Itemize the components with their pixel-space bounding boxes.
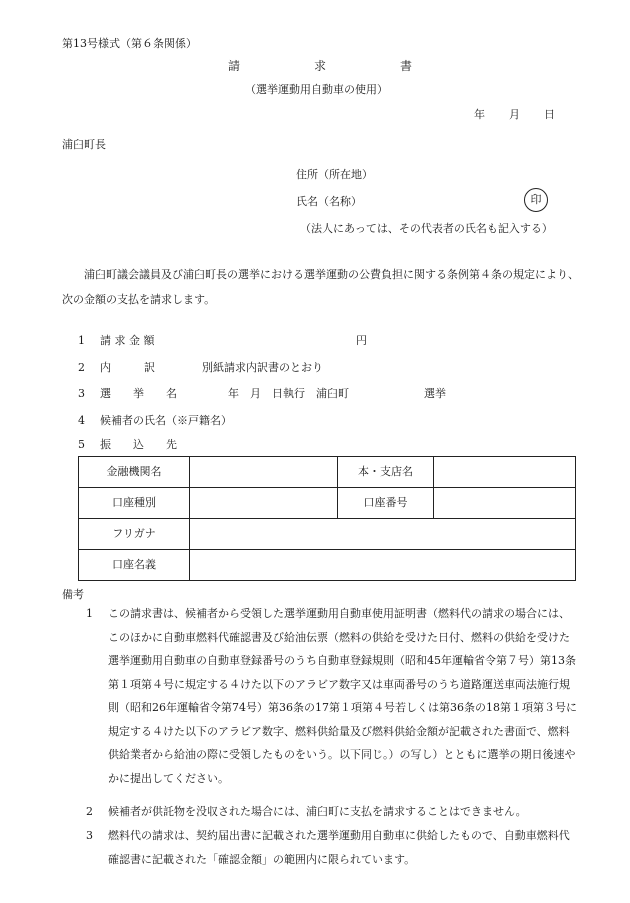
table-row bbox=[79, 519, 576, 550]
document-title bbox=[228, 59, 412, 73]
furigana-field[interactable] bbox=[190, 519, 576, 550]
table-row bbox=[79, 488, 576, 519]
remark-text: 候補者が供託物を没収された場合には、浦臼町に支払を請求することはできません。 bbox=[108, 805, 527, 818]
date-year-label: 年 bbox=[474, 108, 485, 121]
election-date-text: 年 月 日執行 浦臼町 bbox=[228, 387, 349, 400]
furigana-label: フリガナ bbox=[79, 519, 190, 550]
remark-text: 燃料代の請求は、契約届出書に記載された選挙運動用自動車に供給したもので、自動車燃料代確認書に記載された「確認金額」の範囲内に限られています。 bbox=[108, 829, 570, 866]
remark-text: この請求書は、候補者から受領した選挙運動用自動車使用証明書（燃料代の請求の場合には、このほかに自動車燃料代確認書及び給油伝票（燃料の供給を受けた日付、燃料の供給を受けた選挙運動用自動車の自動車登録番号のうち自動車登録規則（昭和45年運輸省令第７号）第13条第１項第４号に規定する４けた以下のアラビア数字又は車両番号のうち道路運送車両法施行規則（昭和26年運輸省令第74号）第36条の17第１項第４号若しくは第36条の18第１項第３号に規定する４けた以下のアラビア数字、燃料供給量及び燃料供給金額が記載された書面で、燃料供給業者から給油の際に受領したものをいう。以下同じ。）の写し）とともに選挙の期日後速やかに提出してください。 bbox=[108, 607, 577, 785]
item-label: 振 込 先 bbox=[100, 438, 177, 451]
name-label: 氏名（名称） bbox=[296, 195, 362, 208]
title-char: 求 bbox=[314, 59, 327, 73]
date-day-label: 日 bbox=[544, 108, 555, 121]
bank-account-table bbox=[78, 456, 576, 581]
title-char: 請 bbox=[228, 59, 241, 73]
election-suffix: 選挙 bbox=[424, 387, 446, 400]
table-row bbox=[79, 550, 576, 581]
title-char: 書 bbox=[400, 59, 413, 73]
date-month-label: 月 bbox=[509, 108, 520, 121]
breakdown-value: 別紙請求内訳書のとおり bbox=[202, 361, 323, 374]
item-label: 候補者の氏名（※戸籍名） bbox=[100, 414, 232, 427]
item-number: 5 bbox=[78, 438, 85, 451]
table-row bbox=[79, 457, 576, 488]
form-number: 第13号様式（第６条関係） bbox=[62, 37, 197, 50]
remark-item bbox=[86, 824, 578, 871]
remark-item bbox=[86, 800, 578, 824]
account-holder-field[interactable] bbox=[190, 550, 576, 581]
item-label: 選 挙 名 bbox=[100, 387, 177, 400]
item-number: 4 bbox=[78, 414, 85, 427]
item-label: 内 訳 bbox=[100, 361, 155, 374]
item-breakdown bbox=[78, 361, 155, 374]
request-body-text: 浦臼町議会議員及び浦臼町長の選挙における選挙運動の公費負担に関する条例第４条の規定により、次の金額の支払を請求します。 bbox=[62, 268, 579, 306]
bank-name-label: 金融機関名 bbox=[79, 457, 190, 488]
account-number-label: 口座番号 bbox=[338, 488, 434, 519]
item-number: 3 bbox=[78, 387, 85, 400]
seal-mark: 印 bbox=[524, 188, 548, 212]
branch-name-label: 本・支店名 bbox=[338, 457, 434, 488]
address-label: 住所（所在地） bbox=[296, 168, 373, 181]
item-candidate-name bbox=[78, 414, 232, 427]
item-label: 請 求 金 額 bbox=[100, 334, 155, 347]
item-transfer-destination bbox=[78, 438, 177, 451]
item-number: 2 bbox=[78, 361, 85, 374]
account-number-field[interactable] bbox=[434, 488, 576, 519]
branch-name-field[interactable] bbox=[434, 457, 576, 488]
account-type-field[interactable] bbox=[190, 488, 338, 519]
item-number: 1 bbox=[78, 334, 85, 347]
remark-item bbox=[86, 602, 578, 790]
date-line bbox=[474, 108, 555, 121]
addressee: 浦臼町長 bbox=[62, 138, 106, 151]
document-subtitle: （選挙運動用自動車の使用） bbox=[245, 83, 388, 96]
amount-unit: 円 bbox=[356, 334, 367, 347]
remark-number: 3 bbox=[86, 829, 93, 842]
item-request-amount bbox=[78, 334, 155, 347]
remarks-heading: 備考 bbox=[62, 588, 84, 601]
bank-name-field[interactable] bbox=[190, 457, 338, 488]
remark-number: 1 bbox=[86, 607, 93, 620]
corporation-note: （法人にあっては、その代表者の氏名も記入する） bbox=[300, 222, 553, 235]
account-type-label: 口座種別 bbox=[79, 488, 190, 519]
account-holder-label: 口座名義 bbox=[79, 550, 190, 581]
item-election-name bbox=[78, 387, 177, 400]
remark-number: 2 bbox=[86, 805, 93, 818]
